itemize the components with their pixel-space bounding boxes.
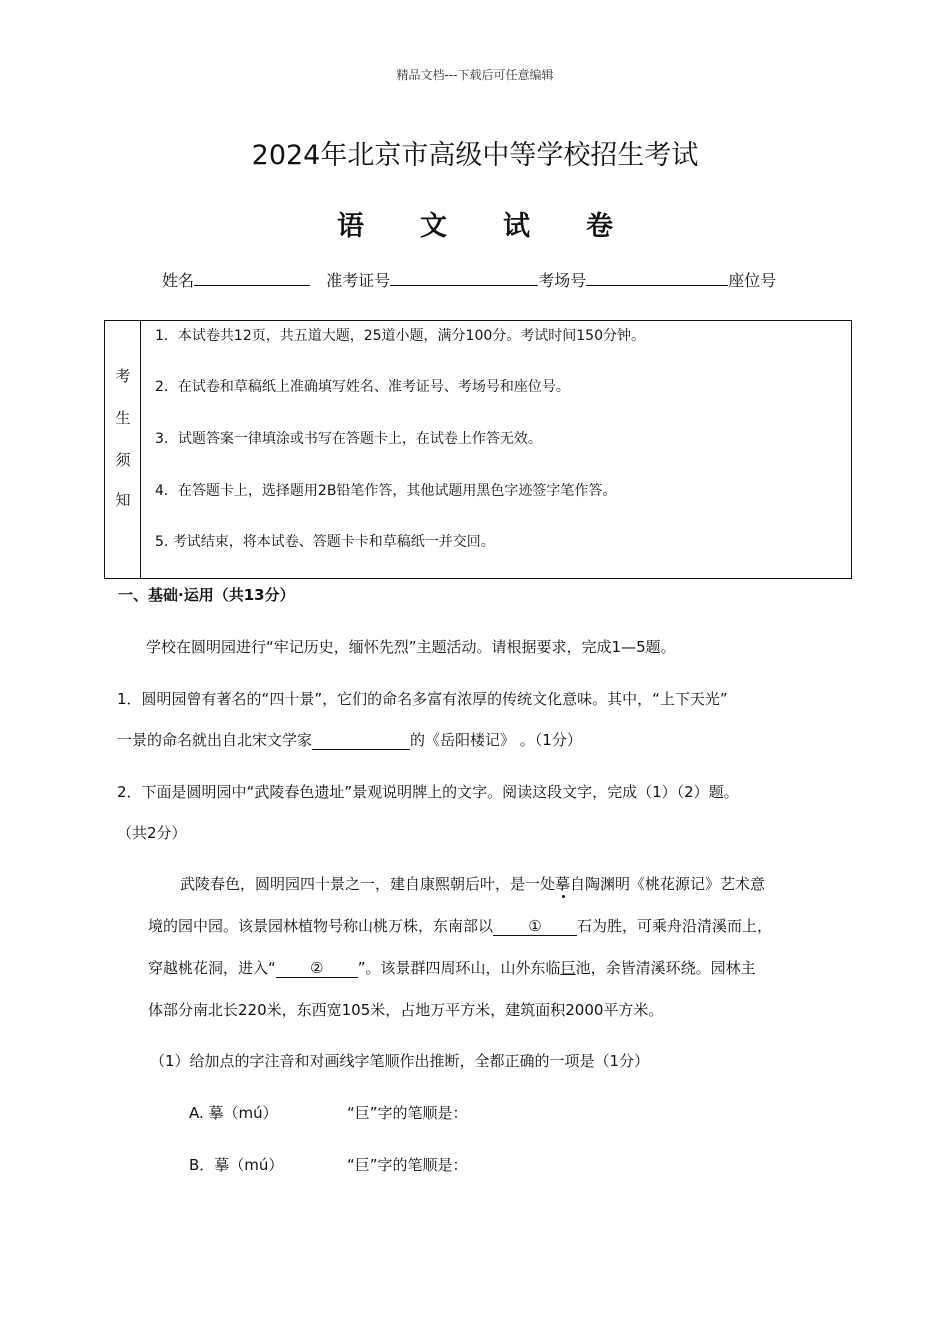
exam-subtitle: 语文试卷 [337,211,669,242]
passage-line [180,873,765,894]
room-label: 考场号 [538,271,587,290]
question-2-line-2: （共2分） [117,824,187,842]
notice-item: 3．试题答案一律填涂或书写在答题卡上，在试卷上作答无效。 [155,431,542,447]
question-2-line-1: 2．下面是圆明园中“武陵春色遗址”景观说明牌上的文字。阅读这段文字，完成（1）（2）题。 [117,783,739,801]
notice-side-char: 须 [115,451,131,469]
notice-side-label [105,321,141,578]
option-a-right: “巨”字的笔顺是： [347,1104,468,1122]
notice-item: 4．在答题卡上，选择题用2B铅笔作答，其他试题用黑色字迹签字笔作答。 [155,483,617,499]
passage-text: 境的园中园。该景园林植物号称山桃万株，东南部以 [148,917,494,935]
notice-item: 1．本试卷共12页，共五道大题，25道小题，满分100分。考试时间150分钟。 [155,328,645,344]
passage-text: 石为胜，可乘舟沿清溪而上， [577,917,773,935]
passage-text: 穿越桃花洞，进入“ [148,959,276,977]
name-label: 姓名 [162,271,195,290]
option-b-left: B．摹（mú） [189,1156,284,1174]
passage-line [148,957,756,978]
notice-item: 5. 考试结束，将本试卷、答题卡卡和草稿纸一并交回。 [155,534,495,550]
notice-item: 2．在试卷和草稿纸上准确填写姓名、准考证号、考场号和座位号。 [155,379,570,395]
passage-text: 自陶渊明《桃花源记》艺术意 [570,875,766,893]
q1-text: 一景的命名就出自北宋文学家 [117,731,313,749]
q1-text: 的《岳阳楼记》 。（1分） [410,731,582,749]
notice-side-char: 生 [115,409,131,427]
passage-blank-1[interactable]: ① [493,917,577,936]
exam-id-label: 准考证号 [326,271,391,290]
option-b-right: “巨”字的笔顺是： [347,1156,468,1174]
passage-line: 体部分南北长220米，东西宽105米，占地万平方米，建筑面积2000平方米。 [148,1001,664,1019]
passage-text: 池，余皆清溪环绕。园林主 [575,959,756,977]
underlined-char: 巨 [560,959,576,977]
section-intro: 学校在圆明园进行“牢记历史，缅怀先烈”主题活动。请根据要求，完成1—5题。 [146,638,676,656]
candidate-info-line [162,268,776,291]
passage-blank-2[interactable]: ② [276,959,358,978]
section-heading: 一、基础·运用（共13分） [118,586,295,604]
passage-text: ”。该景群四周环山，山外东临 [357,959,561,977]
q1-answer-blank[interactable] [312,731,410,750]
exam-id-blank[interactable] [390,271,538,286]
question-1-line-2 [117,729,582,750]
passage-line [148,915,772,936]
notice-side-char: 考 [115,367,131,385]
passage-text: 武陵春色，圆明园四十景之一，建自康熙朝后叶，是一处 [180,875,556,893]
sub-question-1: （1）给加点的字注音和对画线字笔顺作出推断，全都正确的一项是（1分） [150,1052,650,1070]
name-blank[interactable] [194,271,310,286]
watermark-text: 精品文档---下载后可任意编辑 [396,68,554,82]
notice-side-char: 知 [115,491,131,509]
question-1-line-1: 1．圆明园曾有著名的“四十景”，它们的命名多富有浓厚的传统文化意味。其中，“上下天光” [117,690,728,708]
exam-title: 2024年北京市高级中等学校招生考试 [251,140,699,171]
option-a-left: A. 摹（mú） [189,1104,278,1122]
dotted-char: 摹 [555,875,571,893]
room-blank[interactable] [586,271,728,286]
candidate-notice-box [104,320,852,579]
seat-label: 座位号 [728,271,777,290]
